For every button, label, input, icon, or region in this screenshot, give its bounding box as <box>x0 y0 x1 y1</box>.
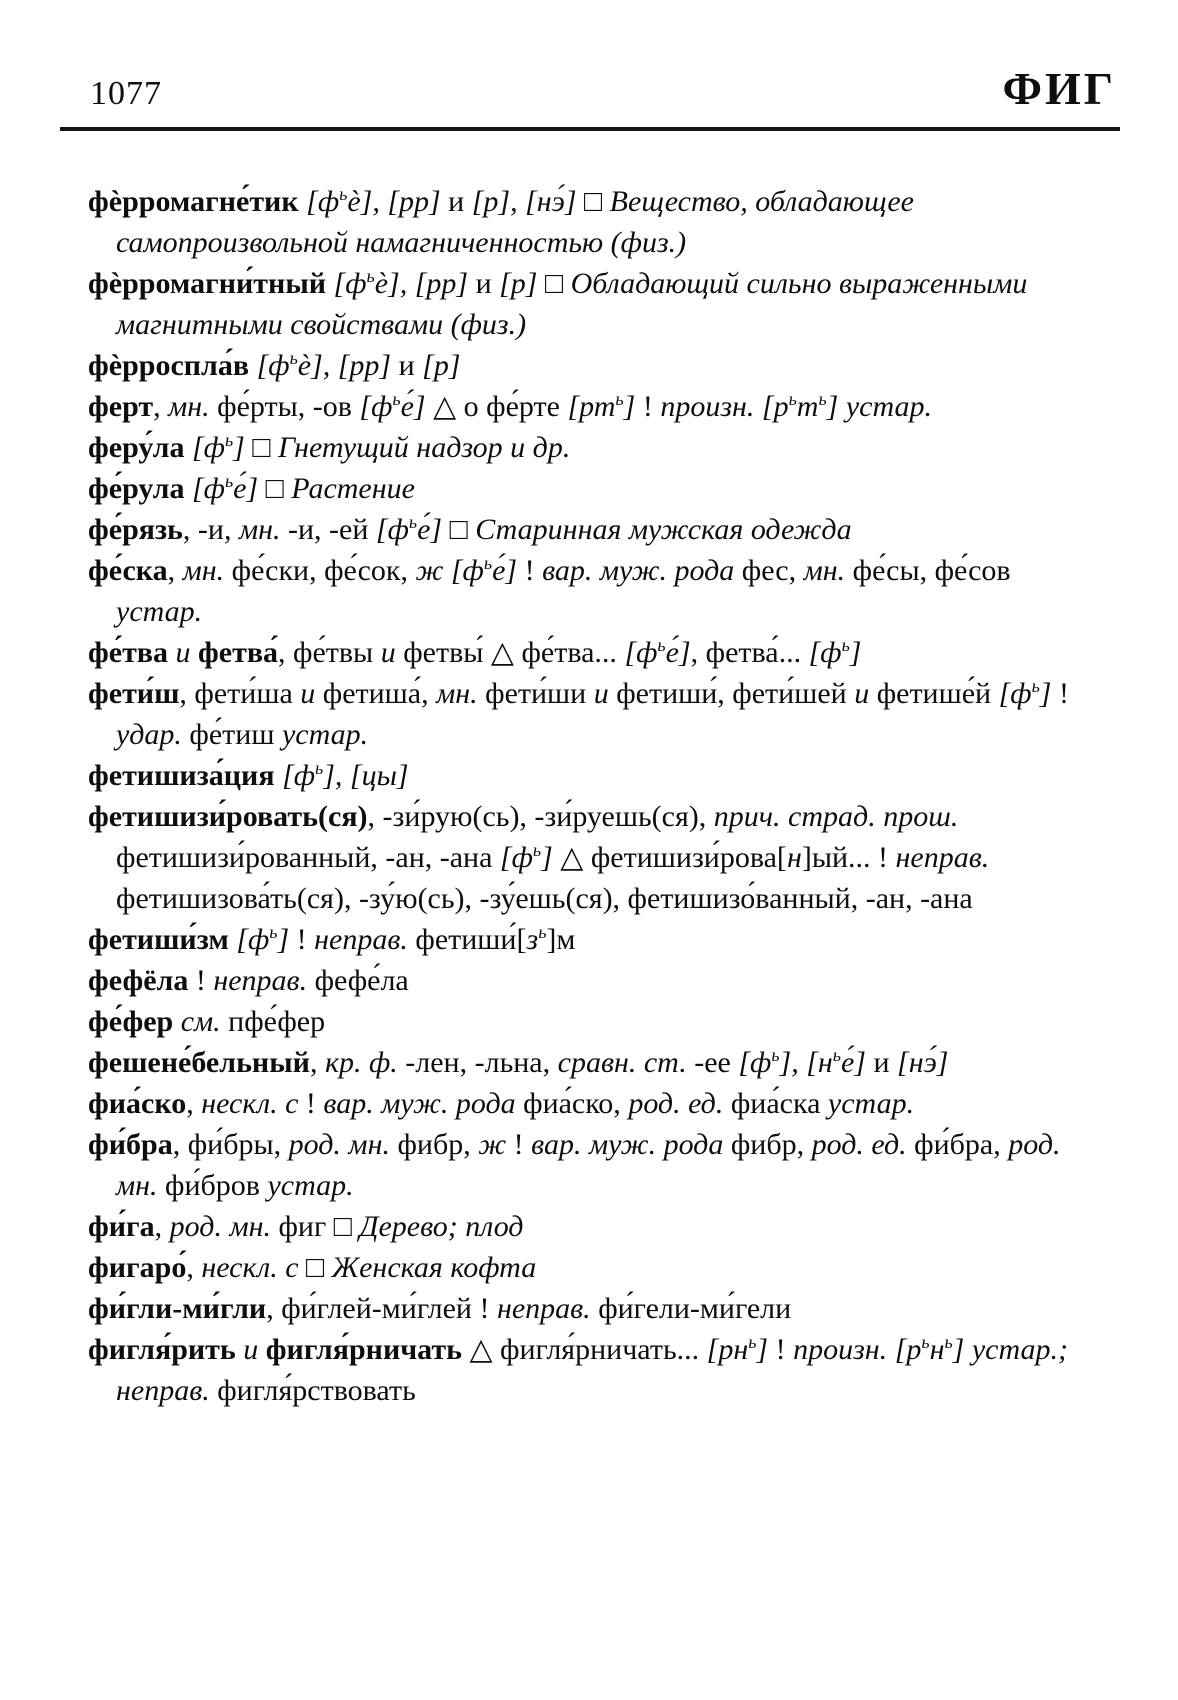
header-rule <box>60 127 1120 131</box>
guide-word: ФИГ <box>1002 63 1116 114</box>
dictionary-entry: фѐрроспла́в $[ф^ьѐ]$, [рр] и [р] <box>88 348 461 382</box>
dictionary-entry: фе́ска, мн. фе́ски, фе́сок, ж $[ф^ье́]$ ! вар. муж. рода фес, мн. фе́сы, фе́сов устар. <box>88 553 1011 628</box>
dictionary-entry: фетишизи́ровать(ся), -зи́рую(сь), -зи́руешь(ся), прич. страд. прош. фетишизи́рованный, -ан, -ана $[ф^ь]$ △ фетишизи́рова[н]ый... ! неправ. фетишизова́ть(ся), -зу́ю(сь), -зу́ешь(ся), фетишизо́ванный, -ан, -ана <box>88 800 990 915</box>
dictionary-entry: фефёла ! неправ. фефе́ла <box>88 964 409 997</box>
dictionary-entry: фѐрромагне́тик $[ф^ьѐ]$, [рр] и [р], [нэ́] □ Вещество, обладающее самопроизвольной намагниченностью (физ.) <box>88 184 914 259</box>
dictionary-entry: фе́рязь, -и, мн. -и, -ей $[ф^ье́]$ □ Старинная мужская одежда <box>88 512 852 546</box>
dictionary-entry: фешене́бельный, кр. ф. -лен, -льна, сравн. ст. -ее $[ф^ь]$, $[н^ье́]$ и [нэ́] <box>88 1045 949 1079</box>
dictionary-entry: фетишиза́ция $[ф^ь]$, [цы] <box>88 758 409 792</box>
dictionary-entry: фиа́ско, нескл. с ! вар. муж. рода фиа́ско, род. ед. фиа́ска устар. <box>88 1087 915 1120</box>
dictionary-entry: фи́га, род. мн. фиг □ Дерево; плод <box>88 1210 524 1243</box>
dictionary-entry: фи́гли-ми́гли, фи́глей-ми́глей ! неправ. фи́гели-ми́гели <box>88 1292 792 1325</box>
dictionary-entry: фетиши́зм $[ф^ь]$ ! неправ. $фетиши́[з^ь]м$ <box>88 922 576 956</box>
dictionary-entry: фигля́рить и фигля́рничать △ фигля́рничать... $[рн^ь]$ ! произн. $[р^ьн^ь]$ устар.; неправ. фигля́рствовать <box>88 1332 1069 1407</box>
dictionary-entry: фети́ш, фети́ша и фетиша́, мн. фети́ши и фетиши́, фети́шей и фетише́й $[ф^ь]$ ! удар. фе́тиш устар. <box>88 676 1069 751</box>
dictionary-entry: фе́фер см. пфе́фер <box>88 1005 326 1038</box>
dictionary-entry: фе́тва и фетва́, фе́твы и фетвы́ △ фе́тва... $[ф^ье́]$, фетва́... $[ф^ь]$ <box>88 635 862 669</box>
dictionary-entry: фѐрромагни́тный $[ф^ьѐ]$, [рр] и [р] □ Обладающий сильно выраженными магнитными свойствами (физ.) <box>88 266 1028 341</box>
dictionary-entry: ферт, мн. фе́рты, -ов $[ф^ье́]$ △ о фе́рте $[рт^ь]$ ! произн. $[р^ьт^ь]$ устар. <box>88 389 933 423</box>
dictionary-entries <box>88 181 1096 1411</box>
page-header <box>0 0 1178 115</box>
dictionary-entry: фи́бра, фи́бры, род. мн. фибр, ж ! вар. муж. рода фибр, род. ед. фи́бра, род. мн. фи́бров устар. <box>88 1128 1061 1202</box>
page-number: 1077 <box>90 75 162 112</box>
dictionary-entry: феру́ла $[ф^ь]$ □ Гнетущий надзор и др. <box>88 430 571 464</box>
dictionary-entry: фигаро́, нескл. с □ Женская кофта <box>88 1251 537 1284</box>
dictionary-entry: фе́рула $[ф^ье́]$ □ Растение <box>88 471 415 505</box>
